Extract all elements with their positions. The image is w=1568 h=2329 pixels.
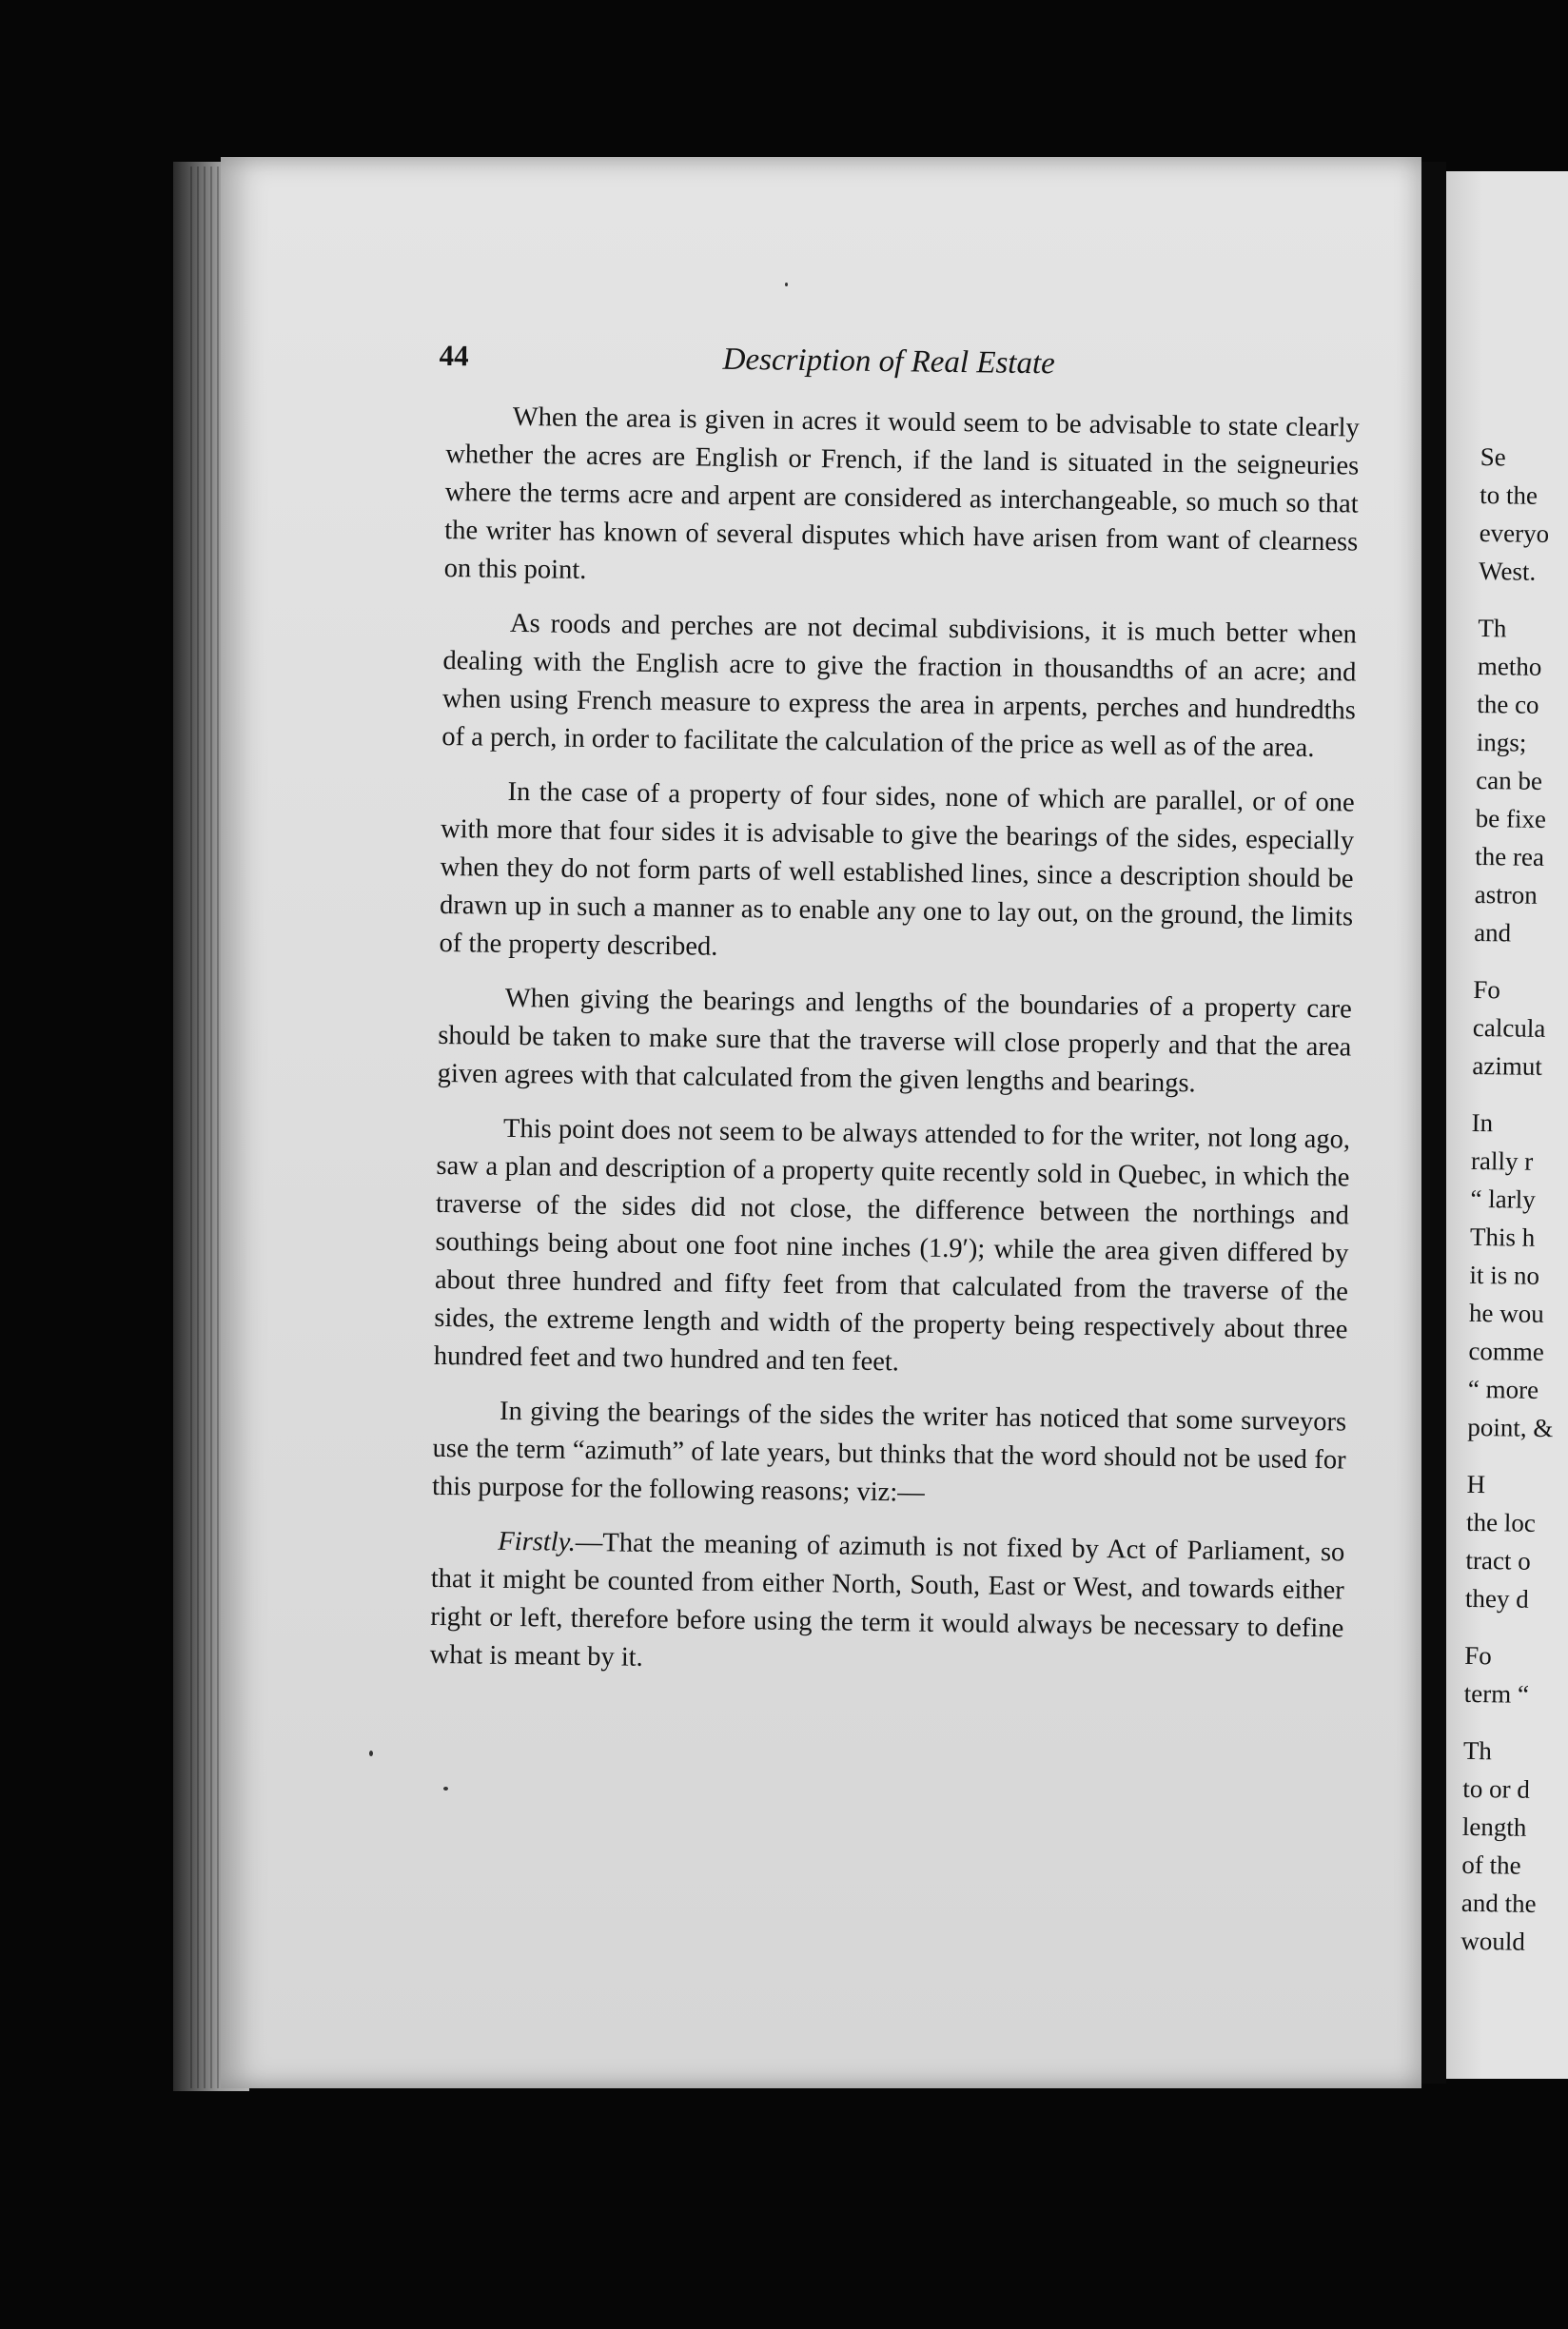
facing-page-line: term “ [1463,1678,1530,1709]
facing-page-line: he wou [1468,1298,1544,1328]
facing-page-line: astron [1474,879,1538,910]
facing-page-line: be fixe [1475,803,1547,833]
facing-page-line: the loc [1465,1507,1537,1537]
facing-page-gap [1465,1617,1568,1638]
facing-page-line: the rea [1475,841,1545,871]
paragraph-area-acres: When the area is given in acres it would seem to be advisable to state clearly whether the acres are English or French, if the land is situated in the seigneuries where the terms acre and arpent are considered as interchangeable, so much so that the writer has known of several disputes which have arisen from want of clearness on this point. [443,401,1360,585]
paper-speck [369,1751,373,1756]
facing-page-line: ings; [1476,727,1527,757]
facing-page-line: it is no [1469,1260,1540,1290]
facing-page-line: Th [1462,1735,1493,1766]
page-content [429,331,1361,1702]
facing-page-line: they d [1464,1583,1529,1614]
facing-page-gap [1474,951,1568,972]
facing-page-line: to the [1480,480,1539,510]
facing-page-line: and the [1460,1888,1537,1918]
paragraph-roods-perches: As roods and perches are not decimal subdivisions, it is much better when dealing with the English acre to give the fraction in thousandths of an acre; and when using French measure to express the area in arpents, perches and hundredths of a perch, in order to facilitate the calculation of the price as well as of the area. [441,608,1358,763]
facing-page-line: would [1460,1926,1526,1956]
facing-page-line: metho [1477,651,1542,681]
firstly-lead: Firstly. [498,1526,577,1557]
facing-page-line: to or d [1462,1773,1531,1804]
facing-page-line: “ more [1467,1374,1539,1404]
facing-page-line: tract o [1465,1545,1531,1576]
facing-page-line: Se [1480,441,1506,472]
paragraph-quebec-example: This point does not seem to be always attended to for the writer, not long ago, saw a plan and description of a property quite recently sold in Quebec, in which the traverse of the sides did not close, the difference between the northings and southings being about one foot nine inches (1.9′); while the area given differed by about three hundred and fifty feet from that calculated from the traverse of the sides, the extreme length and width of the property being respectively about three hundred feet and two hundred and ten feet. [433,1113,1351,1378]
paragraph-azimuth-term: In giving the bearings of the sides the writer has noticed that some surveyors use the term “azimuth” of late years, but thinks that the word should not be used for this purpose for the following reasons; viz:— [431,1396,1347,1508]
running-title: Description of Real Estate [722,342,1056,382]
facing-page-line: West. [1478,556,1537,586]
facing-page-line: Th [1478,613,1507,643]
paragraph-firstly [430,1522,1345,1687]
facing-page-gap [1467,1446,1568,1467]
facing-page-line: length [1461,1811,1527,1842]
paragraph-four-sides: In the case of a property of four sides, none of which are parallel, or of one with more that four sides it is advisable to give the bearings of the sides, especially when they do not form parts of well established lines, since a description should be drawn up in such a manner as to enable any one to lay out, on the ground, the limits of the property described. [439,776,1355,962]
facing-page-line: comme [1468,1336,1545,1366]
facing-page-line: of the [1461,1850,1521,1880]
page-number: 44 [439,338,469,373]
facing-page-fragments [1460,438,1568,1961]
facing-page-line: calcula [1472,1012,1546,1043]
facing-page-gap [1479,590,1568,611]
page-header [439,331,1361,410]
facing-page-line: azimut [1472,1050,1543,1081]
facing-page-gap [1463,1712,1568,1733]
facing-page-line: can be [1476,765,1543,795]
facing-page-line: H [1466,1469,1486,1499]
facing-page-line: In [1471,1107,1494,1138]
facing-page-line: point, & [1467,1412,1554,1443]
paper-speck [785,283,788,286]
facing-page-line: everyo [1479,518,1550,548]
facing-page-line: “ larly [1470,1184,1536,1214]
facing-page-line: rally r [1470,1145,1534,1176]
facing-page-line: This h [1469,1222,1536,1252]
facing-page-line: Fo [1464,1640,1492,1671]
facing-page-line: and [1473,917,1512,948]
facing-page-line: the co [1477,689,1539,719]
facing-page-line: Fo [1473,974,1501,1005]
firstly-text: —That the meaning of azimuth is not fixed by Act of Parliament, so that it might be counted from either North, South, East or West, and towards either right or left, therefore before using the term it would always be necessary to define what is meant by it. [429,1527,1345,1673]
facing-page-gap [1472,1085,1568,1106]
paper-speck [443,1787,448,1791]
paragraph-bearings-lengths: When giving the bearings and lengths of the boundaries of a property care should be taken to make sure that the traverse will close properly and that the area given agrees with that calculated from the given lengths and bearings. [437,983,1352,1099]
book-gutter [1421,162,1446,2084]
